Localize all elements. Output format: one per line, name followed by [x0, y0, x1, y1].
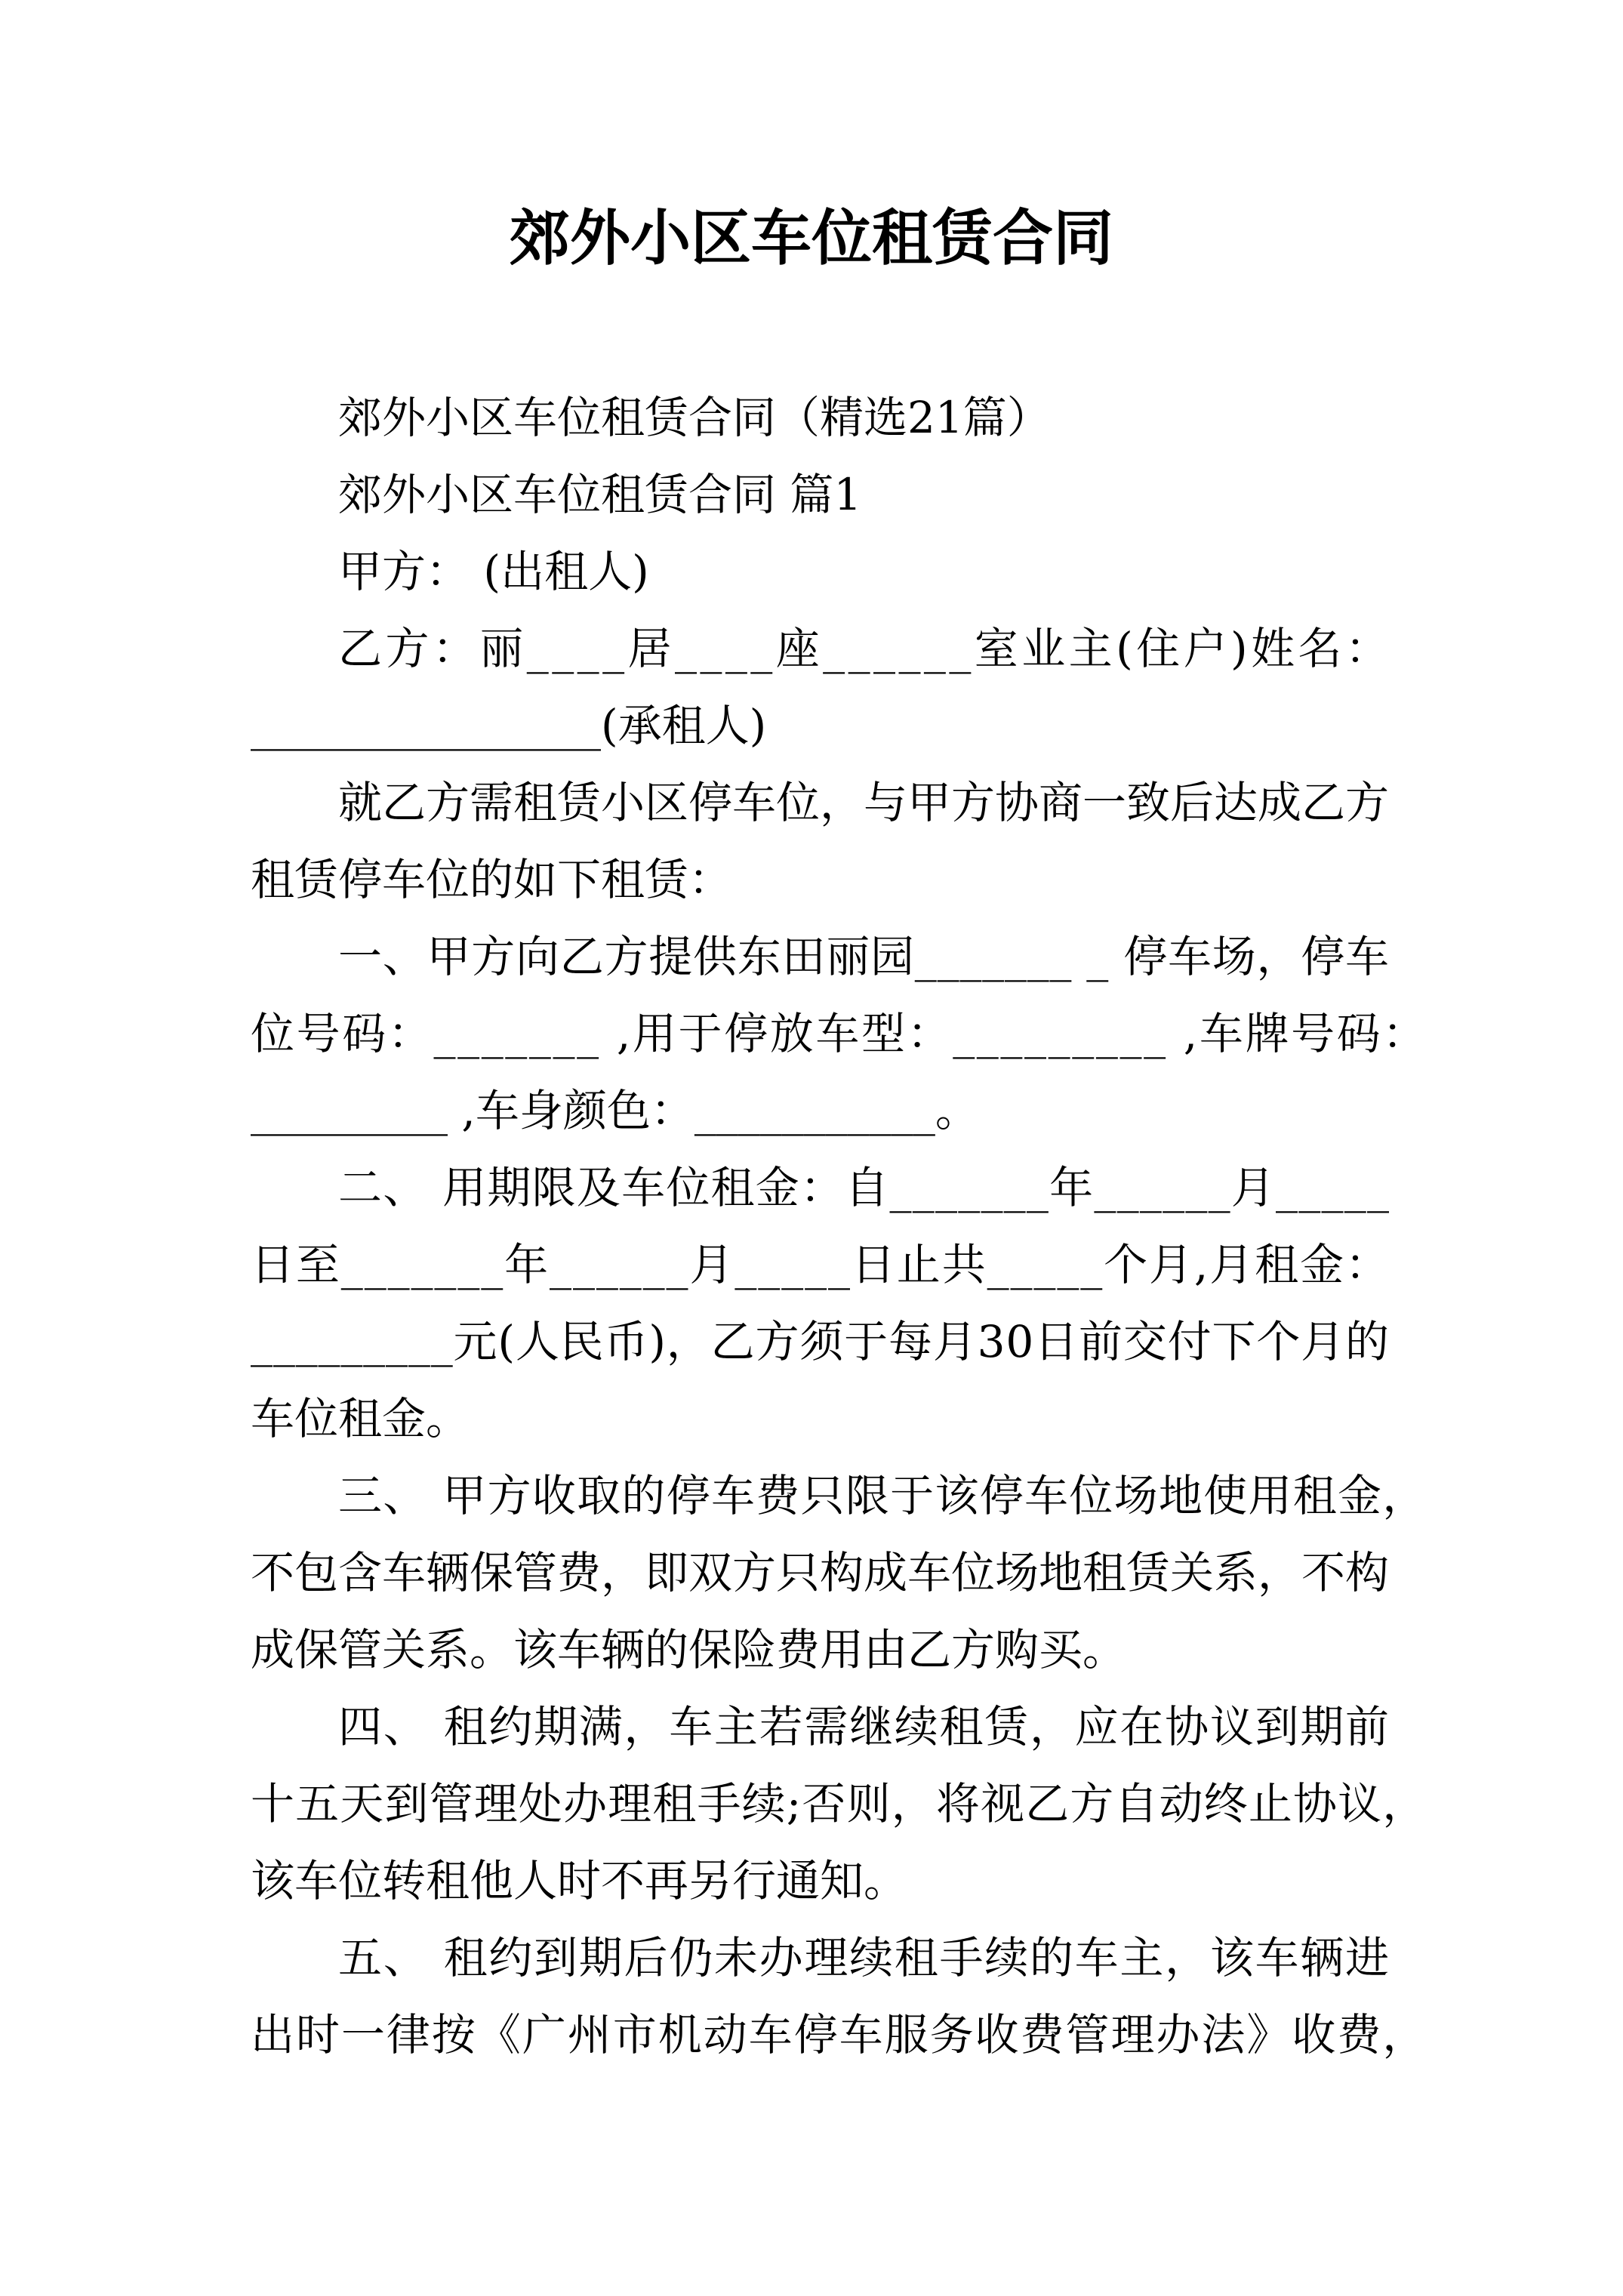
clause-1-line: 位号码：_______ ,用于停放车型：_________ ,车牌号码：: [251, 1008, 1428, 1059]
clause-1-line: 一、甲方向乙方提供东田丽园_______ _ 停车场，停车: [338, 931, 1390, 982]
article-heading-text: 郊外小区车位租赁合同 篇1: [338, 469, 862, 520]
clause-4-line: 十五天到管理处办理租手续;否则，将视乙方自动终止协议，: [251, 1778, 1427, 1829]
document-body: [251, 379, 1428, 2073]
party-b-line: 乙方：丽____居____座______室业主(住户)姓名：: [338, 623, 1393, 674]
clause-4-line: 该车位转租他人时不再另行通知。: [251, 1855, 908, 1906]
clause-2-line: 日至_______年______月_____日止共_____个月,月租金：: [251, 1239, 1390, 1290]
clause-5: [251, 1919, 1428, 2073]
preamble-line: 就乙方需租赁小区停车位，与甲方协商一致后达成乙方: [338, 777, 1389, 828]
party-a: [251, 533, 1389, 610]
collection-heading-text: 郊外小区车位租赁合同（精选21篇）: [338, 392, 1051, 443]
clause-5-line: 五、 租约到期后仍未办理续租手续的车主，该车辆进: [338, 1932, 1390, 1983]
clause-3-line: 成保管关系。该车辆的保险费用由乙方购买。: [251, 1624, 1127, 1675]
collection-heading: [251, 379, 1389, 456]
clause-3-line: 不包含车辆保管费，即双方只构成车位场地租赁关系，不构: [251, 1547, 1389, 1598]
clause-2-line: 车位租金。: [251, 1393, 470, 1444]
clause-1: [251, 918, 1428, 1149]
party-a-line: 甲方： (出租人): [338, 546, 649, 597]
preamble-line: 租赁停车位的如下租赁：: [251, 854, 733, 905]
party-b: [251, 610, 1393, 764]
clause-3-line: 三、 甲方收取的停车费只限于该停车位场地使用租金，: [338, 1470, 1427, 1521]
article-heading: [251, 456, 1389, 533]
clause-1-line: _________ ,车身颜色：___________。: [251, 1085, 979, 1136]
clause-4: [251, 1688, 1427, 1919]
clause-3: [251, 1457, 1427, 1688]
document-title: 郊外小区车位租赁合同: [510, 202, 1113, 273]
party-b-line: ________________(承租人): [251, 700, 767, 751]
clause-2-line: _________元(人民币)，乙方须于每月30日前交付下个月的: [251, 1316, 1390, 1367]
preamble-paragraph: [251, 764, 1389, 918]
clause-4-line: 四、 租约期满，车主若需继续租赁，应在协议到期前: [338, 1701, 1390, 1752]
clause-2: [251, 1149, 1389, 1457]
clause-2-line: 二、 用期限及车位租金：自_______年______月_____: [338, 1162, 1390, 1213]
clause-5-line: 出时一律按《广州市机动车停车服务收费管理办法》收费，: [251, 2009, 1428, 2060]
